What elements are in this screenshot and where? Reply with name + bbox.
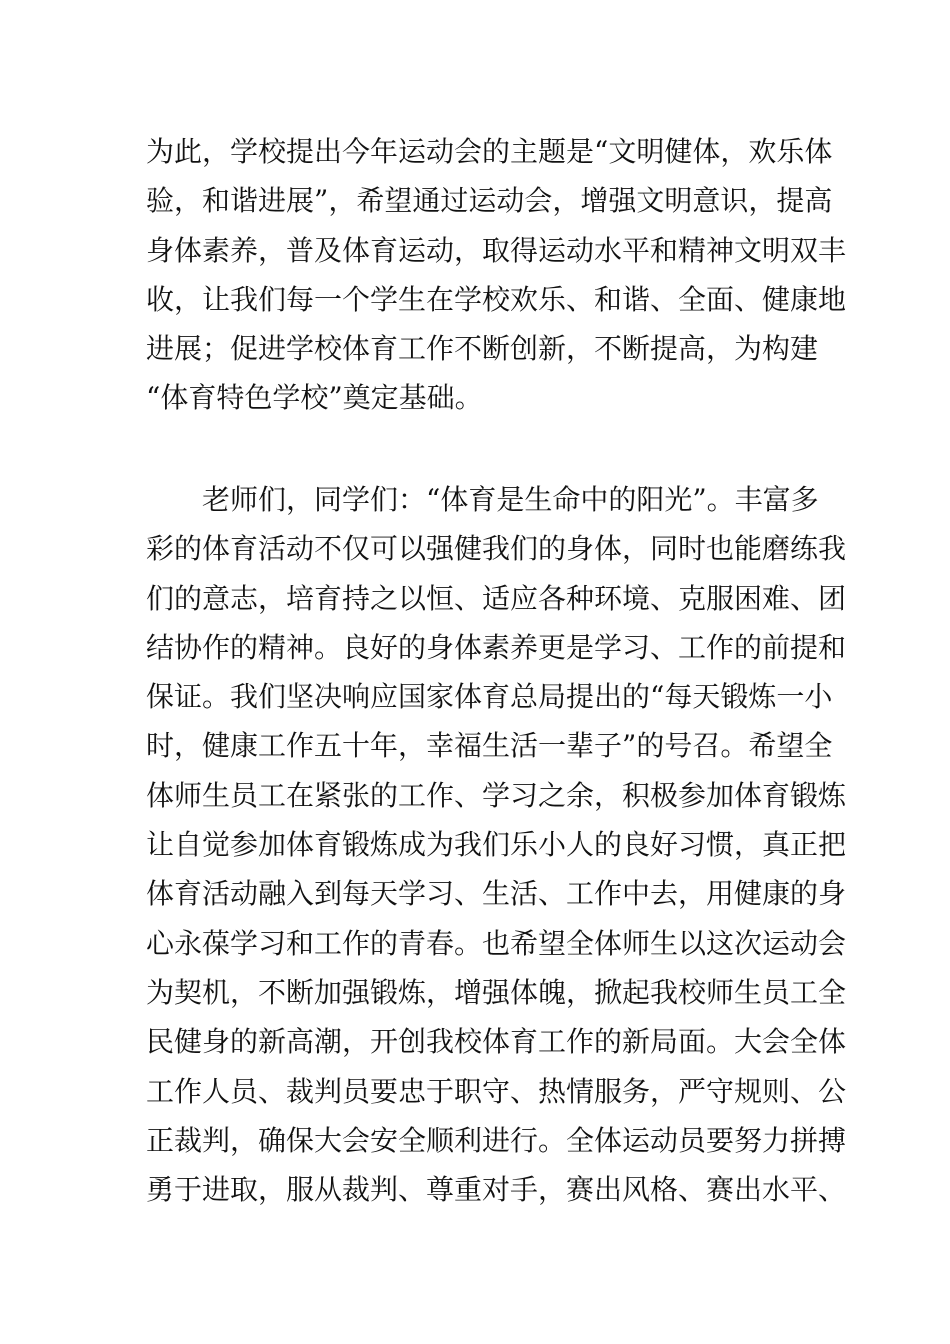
text-line: 为契机，不断加强锻炼，增强体魄，掀起我校师生员工全 <box>146 975 847 1009</box>
text-line: 保证。我们坚决响应国家体育总局提出的“每天锻炼一小 <box>146 680 833 714</box>
text-line: “体育特色学校”奠定基础。 <box>146 381 483 415</box>
text-line: 进展；促进学校体育工作不断创新，不断提高，为构建 <box>146 332 819 366</box>
text-line: 体师生员工在紧张的工作、学习之余，积极参加体育锻炼 <box>146 778 847 812</box>
text-line: 体育活动融入到每天学习、生活、工作中去，用健康的身 <box>146 877 847 911</box>
text-line: 身体素养，普及体育运动，取得运动水平和精神文明双丰 <box>146 233 847 267</box>
text-line: 勇于进取，服从裁判、尊重对手，赛出风格、赛出水平、 <box>146 1173 847 1207</box>
text-line: 结协作的精神。良好的身体素养更是学习、工作的前提和 <box>146 630 847 664</box>
text-line: 收，让我们每一个学生在学校欢乐、和谐、全面、健康地 <box>146 282 847 316</box>
text-line: 民健身的新高潮，开创我校体育工作的新局面。大会全体 <box>146 1025 847 1059</box>
text-line: 彩的体育活动不仅可以强健我们的身体，同时也能磨练我 <box>146 532 847 566</box>
text-line: 为此，学校提出今年运动会的主题是“文明健体，欢乐体 <box>146 135 833 168</box>
text-line: 让自觉参加体育锻炼成为我们乐小人的良好习惯，真正把 <box>146 828 847 862</box>
paragraph-theme <box>146 127 847 423</box>
text-line: 们的意志，培育持之以恒、适应各种环境、克服困难、团 <box>146 581 847 615</box>
text-line: 正裁判，确保大会安全顺利进行。全体运动员要努力拼搏 <box>146 1123 847 1157</box>
text-line: 心永葆学习和工作的青春。也希望全体师生以这次运动会 <box>146 926 847 960</box>
text-line: 工作人员、裁判员要忠于职守、热情服务，严守规则、公 <box>146 1074 847 1108</box>
text-line: 时，健康工作五十年，幸福生活一辈子”的号召。希望全 <box>146 729 833 763</box>
text-line: 验，和谐进展”，希望通过运动会，增强文明意识，提高 <box>146 184 833 218</box>
paragraph-address <box>146 475 847 1214</box>
text-line: 老师们，同学们：“体育是生命中的阳光”。丰富多 <box>146 483 819 516</box>
